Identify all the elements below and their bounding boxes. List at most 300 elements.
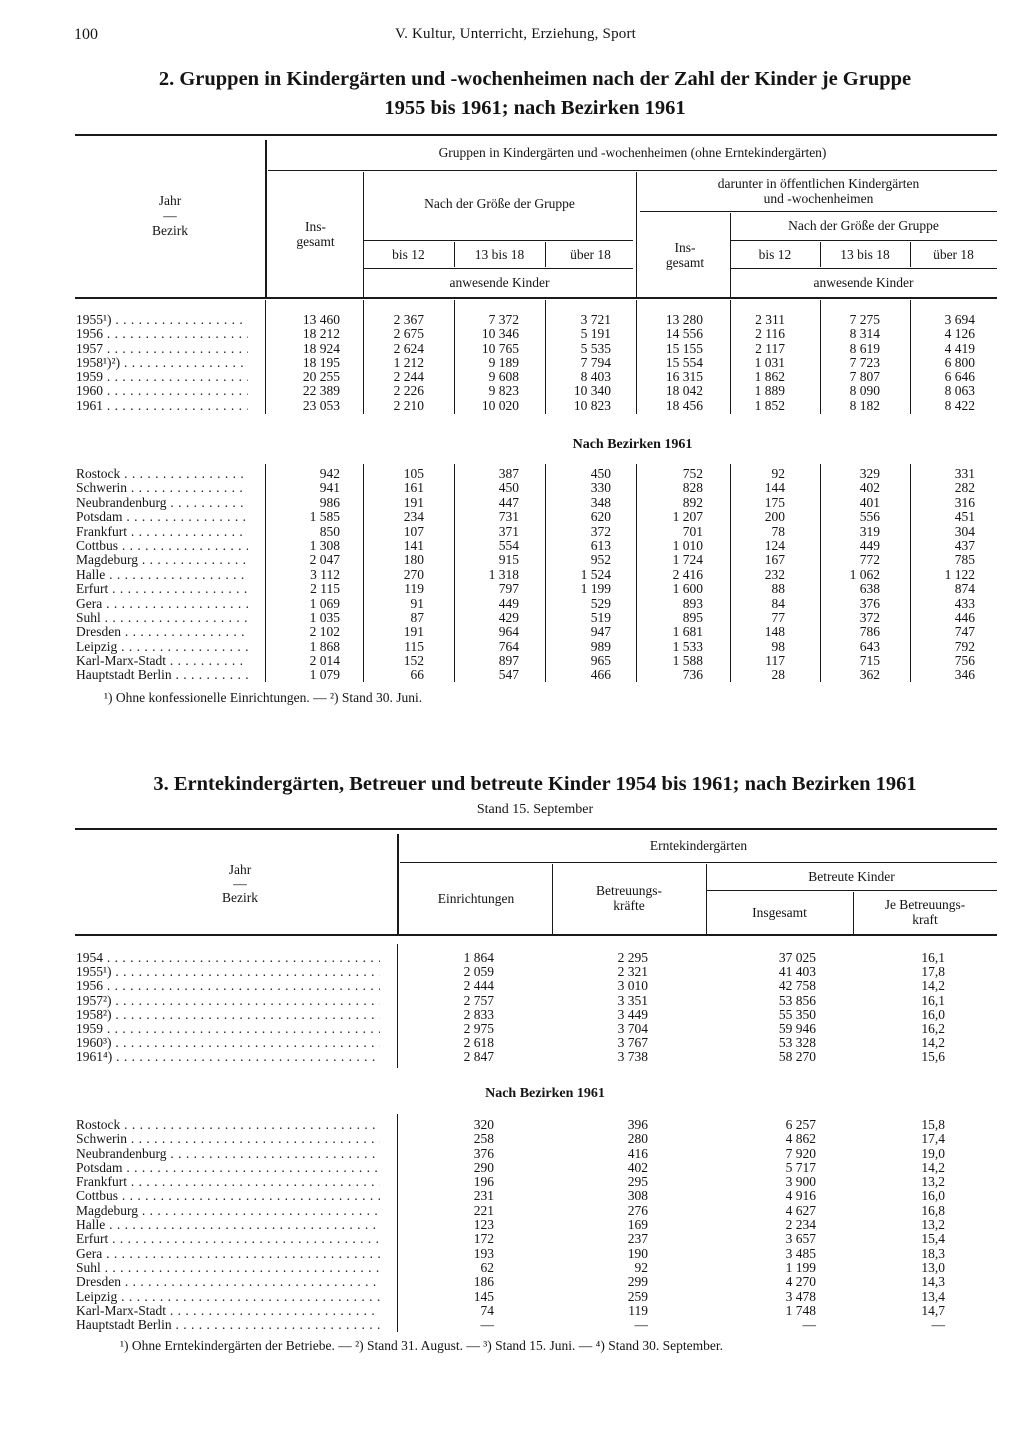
table-cell: 736: [682, 667, 703, 683]
table-cell: 10 346: [481, 326, 519, 342]
row-label: Dresden . . .: [76, 1274, 380, 1290]
table-cell: 1 864: [463, 950, 494, 965]
table-row: [76, 1021, 1001, 1035]
table-cell: 259: [627, 1288, 648, 1304]
table2-col-rule: [265, 140, 267, 298]
table2-head-insgesamt-2: Ins- gesamt: [665, 240, 705, 270]
table-cell: 14 556: [665, 326, 703, 342]
table-cell: 376: [859, 595, 880, 611]
table-cell: 237: [627, 1231, 648, 1247]
table-cell: 319: [859, 523, 880, 539]
table-cell: 15,4: [921, 1231, 945, 1247]
table-cell: 613: [590, 537, 611, 553]
row-label: Erfurt . . .: [76, 1231, 380, 1247]
table-cell: 2 618: [463, 1035, 494, 1051]
table-cell: 8 422: [944, 397, 975, 413]
table-cell: 437: [954, 537, 975, 553]
table-cell: 145: [473, 1288, 494, 1304]
table-cell: 13,2: [921, 1174, 945, 1190]
table2-head-nach-groesse-2: Nach der Größe der Gruppe: [788, 218, 939, 233]
table-cell: 234: [403, 509, 424, 525]
table-cell: 180: [403, 552, 424, 568]
table-cell: 1 889: [754, 383, 785, 399]
table2-title-line2: 1955 bis 1961; nach Bezirken 1961: [384, 97, 686, 119]
table-cell: 16,2: [921, 1020, 945, 1036]
table-cell: 117: [765, 653, 785, 669]
table3-rule: [400, 862, 997, 863]
table-cell: 17,8: [921, 964, 945, 980]
row-label: 1954 . . .: [76, 950, 380, 966]
table-cell: 450: [498, 480, 519, 496]
table-cell: 295: [627, 1174, 648, 1190]
row-label: Potsdam . . .: [76, 509, 248, 525]
table-cell: 2 321: [617, 964, 648, 980]
table-cell: 3 704: [617, 1020, 648, 1036]
table-cell: 19,0: [921, 1145, 945, 1161]
table2-section-label: Nach Bezirken 1961: [572, 437, 693, 452]
table-cell: 402: [627, 1159, 648, 1175]
row-label: Schwerin . . .: [76, 1131, 380, 1147]
table2-top-rule: [75, 134, 997, 136]
table-cell: 3 112: [310, 566, 340, 582]
table-cell: 18 212: [302, 326, 340, 342]
table-cell: 446: [954, 609, 975, 625]
table-cell: 232: [764, 566, 785, 582]
table-cell: 731: [498, 509, 519, 525]
table-cell: 16,0: [921, 1188, 945, 1204]
table3-head-betreute: Betreute Kinder: [808, 869, 895, 884]
table-cell: 258: [473, 1131, 494, 1147]
table-cell: 449: [498, 595, 519, 611]
table-row: [76, 326, 1001, 340]
table-cell: 5 191: [580, 326, 611, 342]
table3-districts: [76, 1117, 1001, 1331]
row-label: Frankfurt . . .: [76, 1174, 380, 1190]
table2-districts: [76, 466, 1001, 682]
table-cell: 942: [319, 466, 340, 481]
table-row: [76, 1160, 1001, 1174]
table-cell: 915: [498, 552, 519, 568]
table-cell: 10 823: [573, 397, 611, 413]
row-label: 1955¹) . . .: [76, 312, 248, 328]
table-cell: 42 758: [778, 978, 816, 994]
row-label: Suhl . . .: [76, 1260, 380, 1276]
table-cell: 16,1: [921, 950, 945, 965]
table-cell: 16,8: [921, 1202, 945, 1218]
table2-head-anwesende: anwesende Kinder: [449, 275, 550, 290]
table-cell: 1 318: [488, 566, 519, 582]
table-cell: 290: [473, 1159, 494, 1175]
table-cell: 2 234: [785, 1217, 816, 1233]
table-cell: 895: [682, 609, 703, 625]
table-cell: 190: [627, 1245, 648, 1261]
table-cell: 466: [590, 667, 611, 683]
table-cell: 37 025: [778, 950, 816, 965]
table-cell: —: [802, 1317, 816, 1333]
table-cell: 1 308: [309, 537, 340, 553]
table-cell: 23 053: [302, 397, 340, 413]
table-cell: 1 748: [785, 1302, 816, 1318]
table-row: [76, 1303, 1001, 1317]
table-cell: 620: [590, 509, 611, 525]
table-cell: 41 403: [778, 964, 816, 980]
table-cell: 715: [859, 653, 880, 669]
table-cell: 107: [403, 523, 424, 539]
table-row: [76, 495, 1001, 509]
row-label: Neubrandenburg . . .: [76, 495, 248, 511]
table-row: [76, 567, 1001, 581]
table-cell: 396: [627, 1117, 648, 1132]
table-cell: 7 807: [849, 369, 880, 385]
table-cell: 10 020: [481, 397, 519, 413]
table-cell: 17,4: [921, 1131, 945, 1147]
table-cell: 4 916: [785, 1188, 816, 1204]
table-row: [76, 1049, 1001, 1063]
table-cell: 270: [403, 566, 424, 582]
table-cell: 308: [627, 1188, 648, 1204]
table2-rule: [640, 211, 997, 212]
row-label: 1958²) . . .: [76, 1007, 380, 1023]
table3-footnote: ¹) Ohne Erntekindergärten der Betriebe. — ²) Stand 31. August. — ³) Stand 15. Juni. — ⁴) Stand 30. September.: [120, 1338, 723, 1353]
running-head: V. Kultur, Unterricht, Erziehung, Sport: [395, 26, 637, 42]
table-cell: 362: [859, 667, 880, 683]
table-row: [76, 1007, 1001, 1021]
table-cell: 429: [498, 609, 519, 625]
table-row: [76, 950, 1001, 964]
table-cell: 196: [473, 1174, 494, 1190]
table-cell: 7 723: [849, 354, 880, 370]
table-cell: 55 350: [778, 1006, 816, 1022]
table-cell: 13,0: [921, 1259, 945, 1275]
table-cell: 119: [404, 581, 424, 597]
table-cell: 9 823: [488, 383, 519, 399]
table-cell: 119: [628, 1302, 648, 1318]
table-cell: 16,1: [921, 992, 945, 1008]
table-row: [76, 596, 1001, 610]
table-cell: 124: [764, 537, 785, 553]
table-row: [76, 355, 1001, 369]
table-cell: 18,3: [921, 1245, 945, 1261]
page-number: 100: [74, 26, 98, 43]
table-cell: 3 485: [785, 1245, 816, 1261]
table-cell: —: [931, 1317, 945, 1333]
table-cell: 62: [480, 1259, 494, 1275]
row-label: Neubrandenburg . . .: [76, 1146, 380, 1162]
row-label: 1956 . . .: [76, 978, 380, 994]
table-cell: 1 724: [672, 552, 703, 568]
table-cell: 1 862: [754, 369, 785, 385]
table-cell: 299: [627, 1274, 648, 1290]
table-cell: 141: [403, 537, 424, 553]
row-label: 1955¹) . . .: [76, 964, 380, 980]
table-cell: 416: [627, 1145, 648, 1161]
table-cell: 16 315: [665, 369, 703, 385]
table-cell: 186: [473, 1274, 494, 1290]
table-cell: 556: [859, 509, 880, 525]
table-cell: 7 372: [488, 312, 519, 327]
table-cell: 105: [403, 466, 424, 481]
table-cell: 6 646: [944, 369, 975, 385]
table2-col-rule: [636, 172, 637, 298]
table2-head-anwesende-2: anwesende Kinder: [813, 275, 914, 290]
table-row: [76, 1246, 1001, 1260]
table-cell: 3 721: [580, 312, 611, 327]
row-label: Hauptstadt Berlin . . .: [76, 667, 248, 683]
table-cell: 8 090: [849, 383, 880, 399]
row-label: 1958¹)²) . . .: [76, 355, 248, 371]
table2-head-bis12-2: bis 12: [758, 247, 792, 262]
table-cell: 2 115: [310, 581, 340, 597]
table-cell: 144: [764, 480, 785, 496]
table-cell: 1 852: [754, 397, 785, 413]
table-cell: 1 533: [672, 638, 703, 654]
table-cell: 18 042: [665, 383, 703, 399]
table-row: [76, 1217, 1001, 1231]
table-cell: 331: [954, 466, 975, 481]
table-cell: 13,2: [921, 1217, 945, 1233]
row-label: 1957²) . . .: [76, 993, 380, 1009]
table-cell: 772: [859, 552, 880, 568]
table-cell: 28: [771, 667, 785, 683]
table3-head-einrichtungen: Einrichtungen: [437, 891, 515, 906]
row-label: Leipzig . . .: [76, 639, 248, 655]
table-cell: 15,6: [921, 1049, 945, 1065]
table-cell: 8 619: [849, 340, 880, 356]
table-cell: 1 588: [672, 653, 703, 669]
table-row: [76, 1289, 1001, 1303]
table-row: [76, 639, 1001, 653]
table2-rule: [363, 240, 633, 241]
table-cell: 3 478: [785, 1288, 816, 1304]
table-cell: 3 351: [617, 992, 648, 1008]
table-cell: 2 116: [755, 326, 785, 342]
table-cell: 372: [590, 523, 611, 539]
table-cell: 4 126: [944, 326, 975, 342]
row-label: Rostock . . .: [76, 1117, 380, 1133]
table-cell: 8 403: [580, 369, 611, 385]
table-cell: 2 014: [309, 653, 340, 669]
row-label: 1956 . . .: [76, 326, 248, 342]
table-cell: 15 554: [665, 354, 703, 370]
table-cell: 1 199: [580, 581, 611, 597]
table-cell: 172: [473, 1231, 494, 1247]
table2-head-ueber18: über 18: [570, 247, 611, 262]
table-cell: 952: [590, 552, 611, 568]
table-cell: 1 207: [672, 509, 703, 525]
table-row: [76, 466, 1001, 480]
table-cell: 1 212: [393, 354, 424, 370]
table-cell: 3 738: [617, 1049, 648, 1065]
table-cell: 329: [859, 466, 880, 481]
row-label: Cottbus . . .: [76, 538, 248, 554]
table-row: [76, 978, 1001, 992]
table3-rule: [706, 890, 997, 891]
table-cell: 169: [627, 1217, 648, 1233]
table-cell: 59 946: [778, 1020, 816, 1036]
table-cell: 2 102: [309, 624, 340, 640]
table-cell: 2 295: [617, 950, 648, 965]
row-label: Gera . . .: [76, 596, 248, 612]
table-cell: 850: [319, 523, 340, 539]
row-label: Rostock . . .: [76, 466, 248, 482]
row-label: 1960 . . .: [76, 383, 248, 399]
table-cell: 92: [771, 466, 785, 481]
table-cell: 91: [410, 595, 424, 611]
table-cell: 1 035: [309, 609, 340, 625]
table2-stub-head-dash: —: [163, 208, 177, 223]
table3-section-label: Nach Bezirken 1961: [485, 1086, 605, 1101]
table-cell: 1 069: [309, 595, 340, 611]
table-cell: 6 800: [944, 354, 975, 370]
table3-stub-head-bezirk: Bezirk: [222, 890, 258, 905]
table-cell: 191: [403, 494, 424, 510]
table-cell: 1 524: [580, 566, 611, 582]
table-row: [76, 653, 1001, 667]
table-cell: 3 449: [617, 1006, 648, 1022]
table-row: [76, 509, 1001, 523]
table2-stub-head-jahr: Jahr: [158, 193, 182, 208]
table-cell: 965: [590, 653, 611, 669]
row-label: Halle . . .: [76, 567, 248, 583]
table-cell: 989: [590, 638, 611, 654]
table-cell: 797: [498, 581, 519, 597]
table3-stub-head-dash: —: [233, 876, 247, 891]
table2-stub-head-bezirk: Bezirk: [152, 223, 188, 238]
table-cell: 77: [771, 609, 785, 625]
table2-head-rule: [75, 297, 997, 299]
table-cell: 9 189: [488, 354, 519, 370]
table-cell: 1 868: [309, 638, 340, 654]
table2-head-bis12: bis 12: [392, 247, 425, 262]
table-cell: 10 340: [573, 383, 611, 399]
table-cell: 828: [682, 480, 703, 496]
table-cell: 53 856: [778, 992, 816, 1008]
row-label: Potsdam . . .: [76, 1160, 380, 1176]
table-cell: 123: [473, 1217, 494, 1233]
table-cell: 2 047: [309, 552, 340, 568]
table-cell: 282: [954, 480, 975, 496]
table2-head-13bis18: 13 bis 18: [474, 247, 525, 262]
table-cell: 175: [764, 494, 785, 510]
table-row: [76, 1174, 1001, 1188]
table-cell: 964: [498, 624, 519, 640]
table-cell: 7 794: [580, 354, 611, 370]
table-cell: 387: [498, 466, 519, 481]
table-cell: 892: [682, 494, 703, 510]
table-row: [76, 993, 1001, 1007]
table-row: [76, 1317, 1001, 1331]
table-row: [76, 1117, 1001, 1131]
table-cell: 4 270: [785, 1274, 816, 1290]
table-cell: 451: [954, 509, 975, 525]
table3-head-top: Erntekindergärten: [649, 838, 748, 853]
table-row: [76, 538, 1001, 552]
table-row: [76, 1035, 1001, 1049]
table-cell: 18 195: [302, 354, 340, 370]
table-cell: 4 419: [944, 340, 975, 356]
table-cell: 2 757: [463, 992, 494, 1008]
row-label: Karl-Marx-Stadt . . .: [76, 653, 248, 669]
table-row: [76, 341, 1001, 355]
table3-head-betreuungskraefte: Betreuungs- kräfte: [596, 883, 662, 913]
table-cell: 5 717: [785, 1159, 816, 1175]
table-cell: 372: [859, 609, 880, 625]
table-cell: 785: [954, 552, 975, 568]
table-row: [76, 1203, 1001, 1217]
table2-years: [76, 312, 1001, 412]
table-cell: 221: [473, 1202, 494, 1218]
table-cell: 330: [590, 480, 611, 496]
table-cell: 8 182: [849, 397, 880, 413]
table-cell: 348: [590, 494, 611, 510]
table-row: [76, 1146, 1001, 1160]
table-cell: 15 155: [665, 340, 703, 356]
row-label: Suhl . . .: [76, 610, 248, 626]
table-cell: 643: [859, 638, 880, 654]
table-cell: 2 675: [393, 326, 424, 342]
table-row: [76, 1188, 1001, 1202]
row-label: Magdeburg . . .: [76, 1203, 380, 1219]
table-cell: 15,8: [921, 1117, 945, 1132]
table-row: [76, 1260, 1001, 1274]
table-cell: 14,3: [921, 1274, 945, 1290]
table-cell: 8 063: [944, 383, 975, 399]
table-cell: 4 862: [785, 1131, 816, 1147]
table-cell: 14,2: [921, 1035, 945, 1051]
table3-stub-head-jahr: Jahr: [228, 862, 252, 877]
table-cell: 1 031: [754, 354, 785, 370]
table3-head-rule: [75, 934, 997, 936]
table-cell: —: [480, 1317, 494, 1333]
table-cell: 316: [954, 494, 975, 510]
table-row: [76, 383, 1001, 397]
table-cell: 13,4: [921, 1288, 945, 1304]
table-cell: —: [634, 1317, 648, 1333]
table-cell: 2 059: [463, 964, 494, 980]
table-row: [76, 964, 1001, 978]
table-cell: 5 535: [580, 340, 611, 356]
row-label: Erfurt . . .: [76, 581, 248, 597]
table-cell: 148: [764, 624, 785, 640]
table-row: [76, 312, 1001, 326]
table2-rule: [363, 268, 633, 269]
table3-col-rule: [397, 834, 399, 935]
table2-head-insgesamt: Ins- gesamt: [296, 219, 335, 249]
table-cell: 346: [954, 667, 975, 683]
table-cell: 14,2: [921, 1159, 945, 1175]
table-cell: 1 600: [672, 581, 703, 597]
table-cell: 13 460: [302, 312, 340, 327]
table-cell: 74: [480, 1302, 494, 1318]
row-label: Cottbus . . .: [76, 1188, 380, 1204]
table-cell: 58 270: [778, 1049, 816, 1065]
table-cell: 2 624: [393, 340, 424, 356]
table-cell: 3 900: [785, 1174, 816, 1190]
table-cell: 53 328: [778, 1035, 816, 1051]
table3-subtitle: Stand 15. September: [476, 802, 594, 817]
table-cell: 280: [627, 1131, 648, 1147]
table-cell: 3 010: [617, 978, 648, 994]
table2-title-line1: 2. Gruppen in Kindergärten und -wochenheimen nach der Zahl der Kinder je Gruppe: [158, 68, 912, 90]
table-cell: 2 833: [463, 1006, 494, 1022]
table2-head-top: Gruppen in Kindergärten und -wochenheimen (ohne Erntekindergärten): [438, 145, 827, 160]
table-row: [76, 369, 1001, 383]
table-cell: 897: [498, 653, 519, 669]
table-cell: 20 255: [302, 369, 340, 385]
table2-footnote: ¹) Ohne konfessionelle Einrichtungen. — ²) Stand 30. Juni.: [104, 690, 423, 705]
table-cell: 3 767: [617, 1035, 648, 1051]
row-label: 1960³) . . .: [76, 1035, 380, 1051]
